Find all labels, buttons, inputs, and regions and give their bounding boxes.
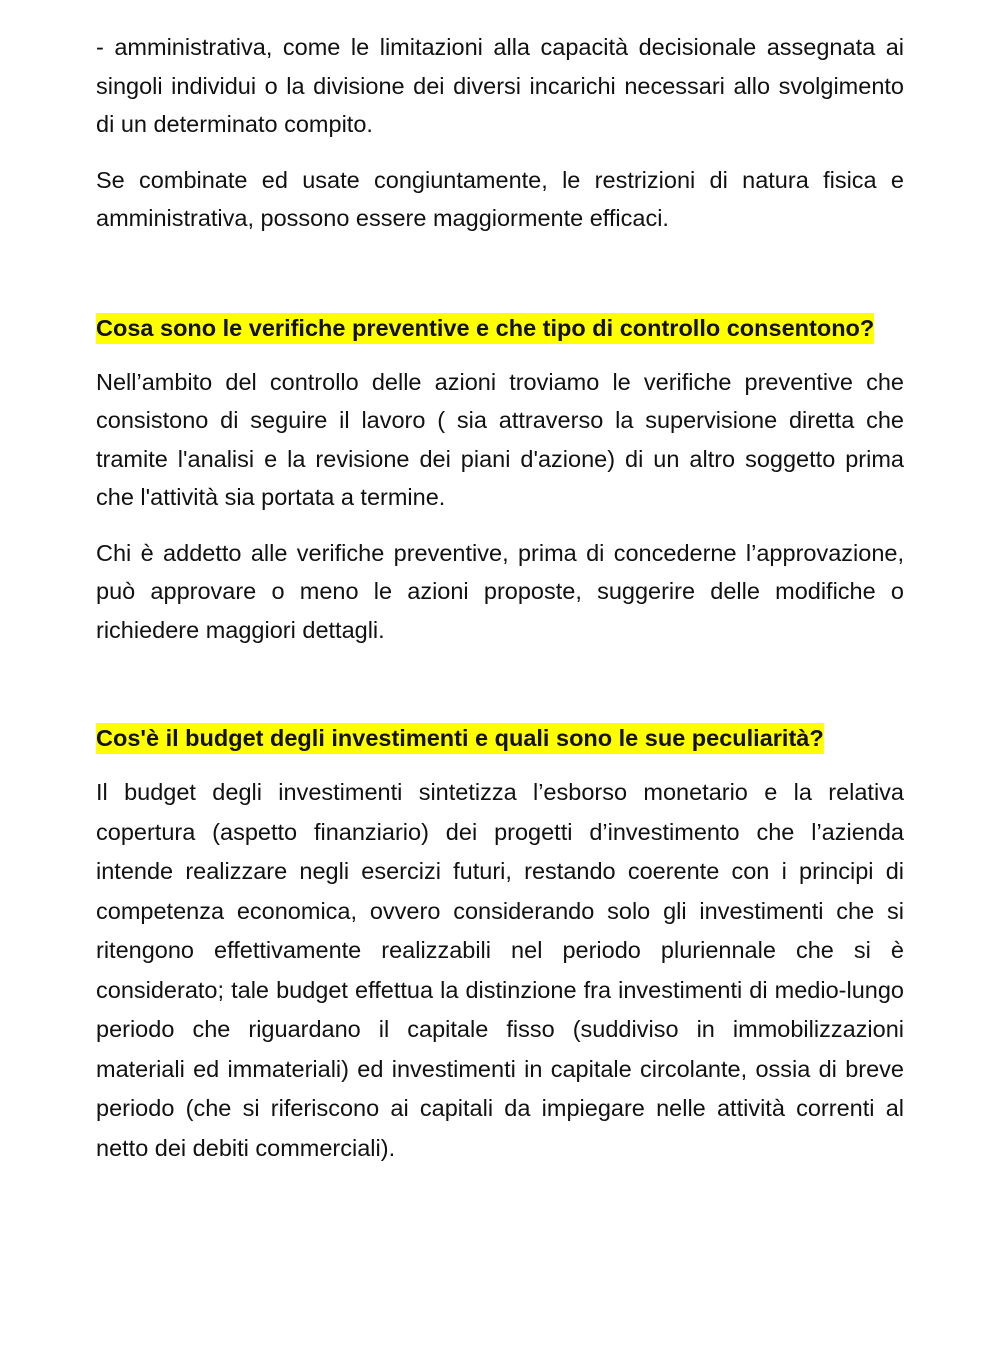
answer-investment-budget [96,773,904,1168]
intro-paragraph-administrative: - amministrativa, come le limitazioni alla capacità decisionale assegnata ai singoli individui o la divisione dei diversi incarichi necessari allo svolgimento di un determinato compito. [96,34,904,137]
question-heading-investment-budget [96,719,904,757]
question-heading-preventive-checks [96,309,904,347]
answer-paragraph-investment-budget: Il budget degli investimenti sintetizza l’esborso monetario e la relativa copertura (aspetto finanziario) dei progetti d’investimento che l’azienda intende realizzare negli esercizi futuri, restando coerente con i principi di competenza economica, ovvero considerando solo gli investimenti che si ritengono effettivamente realizzabili nel periodo pluriennale che si è considerato; tale budget effettua la distinzione fra investimenti di medio-lungo periodo che riguardano il capitale fisso (suddiviso in immobilizzazioni materiali ed immateriali) ed investimenti in capitale circolante, ossia di breve periodo (che si riferiscono ai capitali da impiegare nelle attività correnti al netto dei debiti commerciali). [96,779,904,1161]
answer-paragraph-preventive-checks-approval: Chi è addetto alle verifiche preventive, prima di concederne l’approvazione, può approvare o meno le azioni proposte, suggerire delle modifiche o richiedere maggiori dettagli. [96,539,904,643]
intro-paragraph-combined-restrictions: Se combinate ed usate congiuntamente, le restrizioni di natura fisica e amministrativa, possono essere maggiormente efficaci. [96,166,904,231]
answer-paragraph-preventive-checks-definition: Nell’ambito del controllo delle azioni troviamo le verifiche preventive che consistono di seguire il lavoro ( sia attraverso la supervisione diretta che tramite l'analisi e la revisione dei piani d'azione) di un altro soggetto prima che l'attività sia portata a termine. [96,368,904,510]
document-page [96,28,904,1168]
question-highlight: Cosa sono le verifiche preventive e che tipo di controllo consentono? [96,313,874,344]
question-highlight: Cos'è il budget degli investimenti e quali sono le sue peculiarità? [96,723,824,754]
